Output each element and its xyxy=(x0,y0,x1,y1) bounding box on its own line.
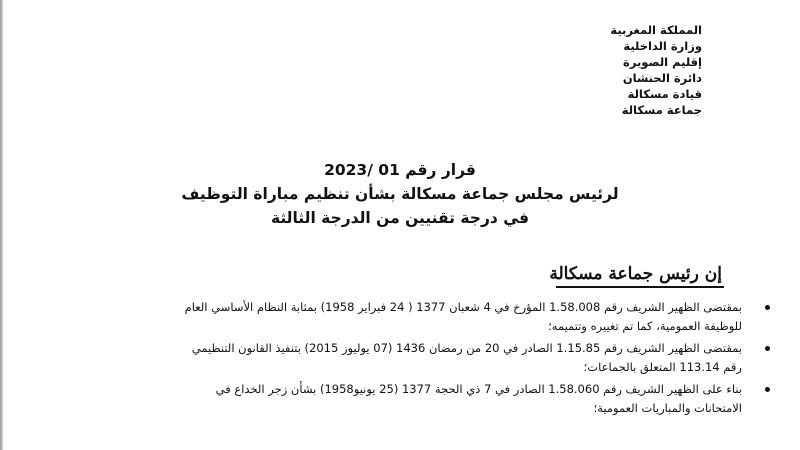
header-line-commune: جماعة مسكالة xyxy=(621,103,702,117)
bullet-icon xyxy=(765,346,770,351)
clauses-list xyxy=(62,298,742,421)
scan-edge xyxy=(0,0,3,450)
decision-title xyxy=(150,158,650,230)
list-item xyxy=(62,339,742,377)
clause-line: بمقتضى الظهير الشريف رقم 1.15.85 الصادر في 20 من رمضان 1436 (07 يوليوز 2015) بتنفيذ القانون التنظيمي xyxy=(191,341,742,355)
header-line-kingdom: المملكة المغربية xyxy=(610,23,702,37)
header-line-caidat: قيادة مسكالة xyxy=(627,87,702,101)
decision-number: قرار رقم 01 /2023 xyxy=(324,161,476,179)
clause-line: للوظيفة العمومية، كما تم تغييره وتتميمه؛ xyxy=(548,319,742,333)
clause-line: بناء على الظهير الشريف رقم 1.58.060 الصادر في 7 ذي الحجة 1377 (25 يونيو1958) بشأن زجر الخداع في xyxy=(215,382,742,396)
decision-subject-line-1: لرئيس مجلس جماعة مسكالة بشأن تنظيم مباراة التوظيف xyxy=(181,185,619,203)
list-item xyxy=(62,298,742,336)
bullet-icon xyxy=(765,387,770,392)
header-line-circle: دائرة الحنشان xyxy=(622,71,702,85)
administrative-header xyxy=(502,22,702,118)
section-heading: إن رئيس جماعة مسكالة xyxy=(549,264,722,284)
bullet-icon xyxy=(765,305,770,310)
decision-subject-line-2: في درجة تقنيين من الدرجة الثالثة xyxy=(270,209,530,227)
header-line-province: إقليم الصويرة xyxy=(623,55,702,69)
section-heading-underline xyxy=(556,286,724,288)
clause-line: بمقتضى الظهير الشريف رقم 1.58.008 المؤرخ في 4 شعبان 1377 ( 24 فبراير 1958) بمثابة النظام الأساسي العام xyxy=(184,300,742,314)
list-item xyxy=(62,380,742,418)
header-line-ministry: وزارة الداخلية xyxy=(623,39,702,53)
clause-line: الامتحانات والمباريات العمومية؛ xyxy=(593,401,742,415)
clause-line: رقم 113.14 المتعلق بالجماعات؛ xyxy=(583,360,742,374)
